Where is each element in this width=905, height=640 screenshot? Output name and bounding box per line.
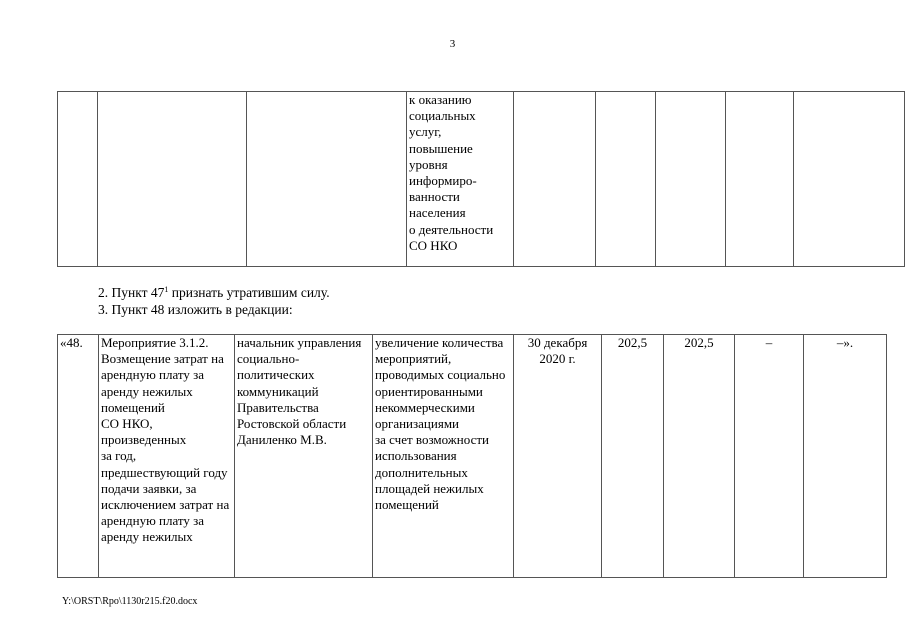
table-cell-result: к оказанию социальных услуг, повышение уровня информиро- ванности населения о деятельности СО НКО	[407, 92, 514, 267]
table-cell	[246, 92, 406, 267]
table-cell	[513, 92, 596, 267]
cell-value-1: 202,5	[602, 335, 664, 578]
cell-number: «48.	[58, 335, 99, 578]
page-number: 3	[449, 38, 456, 50]
cell-event: Мероприятие 3.1.2. Возмещение затрат на арендную плату за аренду нежилых помещений СО НКО, произведенных за год, предшествующий году подачи заявки, за исключением затрат на арендную плату за аренду нежилых	[99, 335, 235, 578]
table-cell	[58, 92, 98, 267]
table-item-48	[57, 334, 887, 578]
table-continuation	[57, 91, 905, 267]
cell-value-4: –».	[804, 335, 887, 578]
item-2-superscript: 1	[164, 285, 169, 294]
cell-value-2: 202,5	[664, 335, 735, 578]
paragraph-item-2	[98, 285, 330, 301]
cell-responsible: начальник управления социально-политических коммуникаций Правительства Ростовской области Даниленко М.В.	[235, 335, 373, 578]
table-cell	[98, 92, 246, 267]
paragraph-item-3: 3. Пункт 48 изложить в редакции:	[98, 302, 293, 317]
table-row	[58, 92, 905, 267]
item-2-text-end: признать утратившим силу.	[168, 285, 330, 300]
table-row	[58, 335, 887, 578]
cell-result: увеличение количества мероприятий, проводимых социально ориентированными некоммерческими организациями за счет возможности использования дополнительных площадей нежилых помещений	[373, 335, 514, 578]
cell-value-3: –	[735, 335, 804, 578]
cell-date: 30 декабря 2020 г.	[514, 335, 602, 578]
table-cell	[793, 92, 904, 267]
table-cell	[725, 92, 793, 267]
file-path-footer: Y:\ORST\Rpo\1130r215.f20.docx	[62, 596, 198, 607]
item-2-text: 2. Пункт 47	[98, 285, 165, 300]
table-cell	[596, 92, 656, 267]
table-cell	[656, 92, 726, 267]
